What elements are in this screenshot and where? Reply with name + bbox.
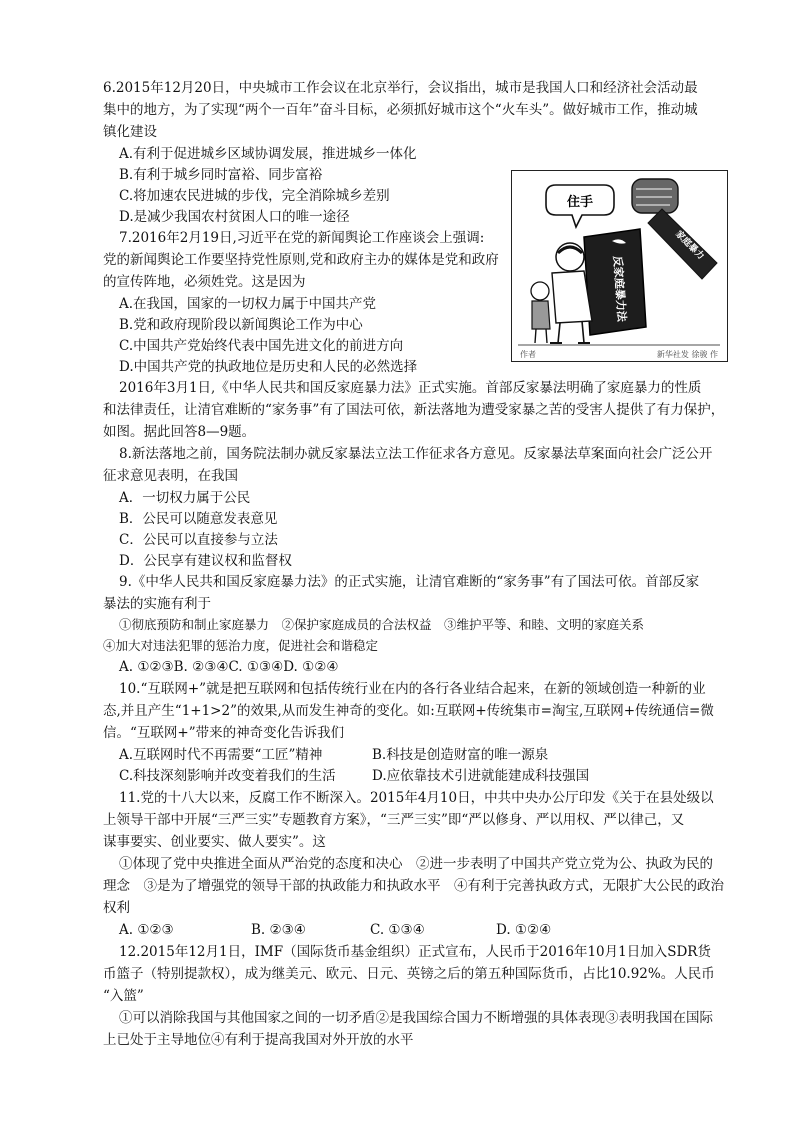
q8-option-b: B．公民可以随意发表意见 bbox=[119, 511, 278, 527]
q6-stem-line-3: 镇化建设 bbox=[103, 124, 157, 140]
q10-option-a: A.互联网时代不再需要“工匠”精神 bbox=[119, 747, 323, 763]
q9-items-line-2: ④加大对违法犯罪的惩治力度，促进社会和谐稳定 bbox=[103, 638, 379, 653]
book-label: 反家庭暴力法 bbox=[610, 255, 629, 323]
q12-stem-line-3: “入篮” bbox=[103, 988, 144, 1004]
intro-line-3: 如图。据此回答8—9题。 bbox=[103, 424, 256, 440]
q10-option-d: D.应依靠技术引进就能建成科技强国 bbox=[372, 768, 590, 784]
q6-option-a: A.有利于促进城乡区域协调发展，推进城乡一体化 bbox=[119, 146, 417, 162]
q7-stem-line-1: 7.2016年2月19日,习近平在党的新闻舆论工作座谈会上强调: bbox=[119, 230, 485, 246]
q10-stem-line-3: 信。“互联网+”带来的神奇变化告诉我们 bbox=[103, 725, 345, 741]
q7-option-d: D.中国共产党的执政地位是历史和人民的必然选择 bbox=[119, 359, 418, 375]
q9-answers: A. ①②③B. ②③④C. ①③④D. ①②④ bbox=[119, 659, 339, 675]
q6-option-b: B.有利于城乡同时富裕、同步富裕 bbox=[119, 167, 323, 183]
q11-items-line-3: 权利 bbox=[103, 900, 130, 916]
q10-stem-line-1: 10.“互联网+”就是把互联网和包括传统行业在内的各行各业结合起来，在新的领域创造一种新的业 bbox=[119, 681, 706, 697]
q11-items-line-1: ①体现了党中央推进全面从严治党的态度和决心 ②进一步表明了中国共产党立党为公、执政为民的 bbox=[119, 856, 713, 872]
q7-stem-line-3: 的宣传阵地，必须姓党。这是因为 bbox=[103, 274, 306, 290]
q12-items-line-1: ①可以消除我国与其他国家之间的一切矛盾②是我国综合国力不断增强的具体表现③表明我国在国际 bbox=[119, 1010, 713, 1026]
intro-line-2: 和法律责任，让清官难断的“家务事”有了国法可依，新法落地为遭受家暴之苦的受害人提供了有力保护， bbox=[103, 402, 725, 418]
q11-stem-line-2: 上领导干部中开展“三严三实”专题教育方案》，“三严三实”即“严以修身、严以用权、严以律己，又 bbox=[103, 812, 685, 828]
q11-answer-b: B. ②③④ bbox=[251, 922, 306, 938]
q6-stem-line-1: 6.2015年12月20日，中央城市工作会议在北京举行，会议指出，城市是我国人口和经济社会活动最 bbox=[103, 80, 698, 96]
q6-stem-line-2: 集中的地方，为了实现“两个一百年”奋斗目标，必须抓好城市这个“火车头”。做好城市工作，推动城 bbox=[103, 102, 698, 118]
q11-answer-d: D. ①②④ bbox=[496, 922, 552, 938]
cartoon-credit-right: 新华社发 徐骏 作 bbox=[656, 350, 718, 359]
q10-stem-line-2: 态,并且产生“1+1>2”的效果,从而发生神奇的变化。如:互联网+传统集市=淘宝,互联网+传统通信=微 bbox=[103, 703, 714, 719]
q11-answer-c: C. ①③④ bbox=[370, 922, 425, 938]
speech-bubble bbox=[546, 185, 614, 227]
q12-stem-line-1: 12.2015年12月1日，IMF（国际货币基金组织）正式宣布，人民币于2016年10月1日加入SDR货 bbox=[119, 944, 711, 960]
q8-option-d: D．公民享有建议权和监督权 bbox=[119, 553, 292, 569]
child-icon bbox=[531, 282, 550, 343]
q12-stem-line-2: 币篮子（特别提款权），成为继美元、欧元、日元、英镑之后的第五种国际货币，占比10.92%。人民币 bbox=[103, 966, 715, 982]
q11-items-line-2: 理念 ③是为了增强党的领导干部的执政能力和执政水平 ④有利于完善执政方式，无限扩大公民的政治 bbox=[103, 878, 724, 894]
intro-line-1: 2016年3月1日,《中华人民共和国反家庭暴力法》正式实施。首部反家暴法明确了家庭暴力的性质 bbox=[119, 380, 702, 396]
law-book-icon bbox=[584, 229, 646, 335]
q10-option-b: B.科技是创造财富的唯一源泉 bbox=[372, 747, 549, 763]
q8-stem-line-1: 8.新法落地之前，国务院法制办就反家暴法立法工作征求各方意见。反家暴法草案面向社会广泛公开 bbox=[119, 446, 713, 462]
q11-stem-line-3: 谋事要实、创业要实、做人要实”。这 bbox=[103, 834, 326, 850]
q7-option-c: C.中国共产党始终代表中国先进文化的前进方向 bbox=[119, 338, 404, 354]
q12-items-line-2: 上已处于主导地位④有利于提高我国对外开放的水平 bbox=[103, 1032, 414, 1048]
q7-stem-line-2: 党的新闻舆论工作要坚持党性原则,党和政府主办的媒体是党和政府 bbox=[103, 252, 499, 268]
q8-stem-line-2: 征求意见表明，在我国 bbox=[103, 468, 238, 484]
q8-option-c: C．公民可以直接参与立法 bbox=[119, 532, 278, 548]
q6-option-d: D.是减少我国农村贫困人口的唯一途径 bbox=[119, 209, 350, 225]
fist-icon bbox=[632, 179, 717, 279]
q7-option-b: B.党和政府现阶段以新闻舆论工作为中心 bbox=[119, 317, 363, 333]
q9-items-line-1: ①彻底预防和制止家庭暴力 ②保护家庭成员的合法权益 ③维护平等、和睦、文明的家庭关系 bbox=[119, 617, 645, 632]
q7-option-a: A.在我国，国家的一切权力属于中国共产党 bbox=[119, 296, 377, 312]
q11-answer-a: A. ①②③ bbox=[119, 922, 174, 938]
fist-label: 家庭暴力 bbox=[673, 229, 706, 262]
q11-stem-line-1: 11.党的十八大以来，反腐工作不断深入。2015年4月10日，中共中央办公厅印发《关于在县处级以 bbox=[119, 790, 714, 806]
q9-stem-line-2: 暴法的实施有利于 bbox=[103, 596, 211, 612]
q6-option-c: C.将加速农民进城的步伐，完全消除城乡差别 bbox=[119, 188, 390, 204]
q10-option-c: C.科技深刻影响并改变着我们的生活 bbox=[119, 768, 336, 784]
q9-stem-line-1: 9.《中华人民共和国反家庭暴力法》的正式实施，让清官难断的“家务事”有了国法可依。首部反家 bbox=[119, 574, 700, 590]
domestic-violence-cartoon bbox=[511, 170, 728, 362]
q8-option-a: A．一切权力属于公民 bbox=[119, 490, 251, 506]
speech-text: 住手 bbox=[566, 195, 594, 210]
cartoon-credit-left: 作者 bbox=[520, 350, 536, 359]
